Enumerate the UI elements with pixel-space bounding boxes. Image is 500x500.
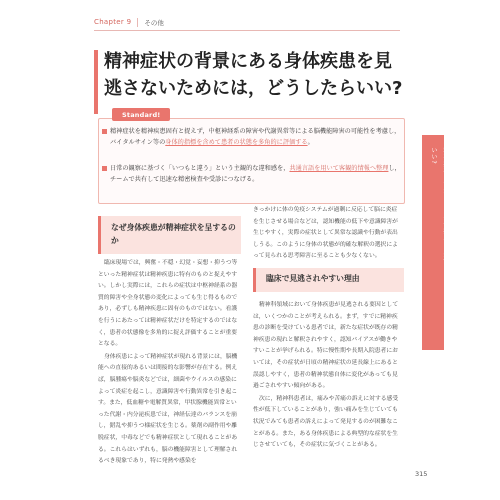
- right-column: [253, 300, 402, 453]
- standard-label: Standard!: [112, 108, 170, 121]
- paragraph: 臨床現場では，興奮・不穏・幻覚・妄想・抑うつ等といった精神症状は精神疾患に特有のものと捉えやすい。しかし実際には，これらの症状は中枢神経系の器質的障害や全身状態の変化によっても生じ得るものであり，必ずしも精神疾患に固有のものではない。看護を行うにあたっては精神症状だけを特定するのではなく，患者の状態像を多角的に捉え評価することが重要となる。: [98, 260, 238, 348]
- paragraph: 精神科領域において身体疾患が見逃される要因としては，いくつかのことが考えられる。まず，すでに精神疾患の診断を受けている患者では，新たな症状が既存の精神疾患の現れと解釈されやすく，認知バイアスが働きやすいことが挙げられる。特に慢性期や長期入院患者においては，その症状が日頃の精神症状の延長線上にあると誤認しやすく，患者の精神状態自体に変化があっても見過ごされやすい傾向がある。: [253, 302, 399, 390]
- page-title: 精神症状の背景にある身体疾患を見逃さないためには，どうしたらいい?: [104, 51, 403, 99]
- standard-item-2-text: 日常の観察に基づく「いつもと違う」という主観的な違和感を，: [110, 165, 290, 172]
- title-accent-bar: [94, 50, 98, 114]
- paragraph: 身体疾患によって精神症状が現れる背景には，脳機能への直接的あるいは間接的な影響が存在する。例えば，脳腫瘍や脳炎などでは，細菌やウイルスの感染によって炎症を起こし，意識障害や行動異常を引き起こす。また，低血糖や電解質異常，甲状腺機能異常といった代謝・内分泌疾患では，神経伝達のバランスを崩し，錯乱や抑うつ様症状を生じる。薬剤の副作用や離脱症状，中毒などでも精神症状として現れることがある。これらはいずれも，脳の機能障害として理解されるべき現象であり，特に発熱や感染を: [98, 353, 238, 465]
- chapter-label: Chapter 9: [94, 18, 132, 26]
- chapter-header: [94, 14, 400, 31]
- standard-item-2-highlight: 共通言語を用いて客観的情報へ整理: [289, 165, 389, 172]
- paragraph: 次に，精神科患者は，痛みや苦痛の訴えに対する感受性が低下していることがあり，強い痛みを生じていても状況でみても患者の訴えによって発見するのが困難なことがある。また，ある身体疾患による典型的な症状を生じさせていても，その症状に気づくことがある。: [253, 395, 399, 449]
- right-column-continuation: きっかけに体の免疫システムが過剰に反応して脳に炎症を生じさせる場合などは，認知機能の低下や意識障害が生じやすく，実際の症状として異常な認識や行動が表出しうる。このように身体の状態が的確な解釈の選択によって見られる思考障害に至ることも少なくない。: [253, 207, 398, 260]
- side-index-tab: [422, 135, 449, 350]
- standard-item-1-end: 。: [307, 139, 314, 146]
- side-index-tab-text: 精神症状の背景にある身体疾患を見逃さないためには，どうしたらいい?: [430, 147, 449, 348]
- left-column: [98, 258, 241, 469]
- section-heading-1-text: なぜ身体疾患が精神症状を呈するのか: [111, 223, 236, 245]
- chapter-title: その他: [144, 18, 164, 27]
- standard-item-2: [110, 163, 402, 185]
- square-bullet-icon: [102, 166, 107, 171]
- standard-item-1: [110, 126, 402, 148]
- section-heading-2-text: 臨床で見逃されやすい理由: [266, 274, 360, 283]
- standard-item-1-text: 精神症状を精神疾患固有と捉えず，中枢神経系の障害や代謝異常等による脳機能障害の可能性を考慮し，バイタルサイン等の: [110, 128, 401, 146]
- section-heading-1: [98, 216, 241, 254]
- chapter-divider: [137, 18, 138, 27]
- page-number: 315: [415, 470, 428, 478]
- standard-item-2-end: し，チームで共有して迅速な精密検査や受診につなげる。: [110, 165, 401, 183]
- standard-item-1-highlight: 身体的指標を含めて患者の状態を多角的に評価する: [165, 139, 308, 146]
- square-bullet-icon: [102, 129, 107, 134]
- section-heading-2: [253, 268, 404, 292]
